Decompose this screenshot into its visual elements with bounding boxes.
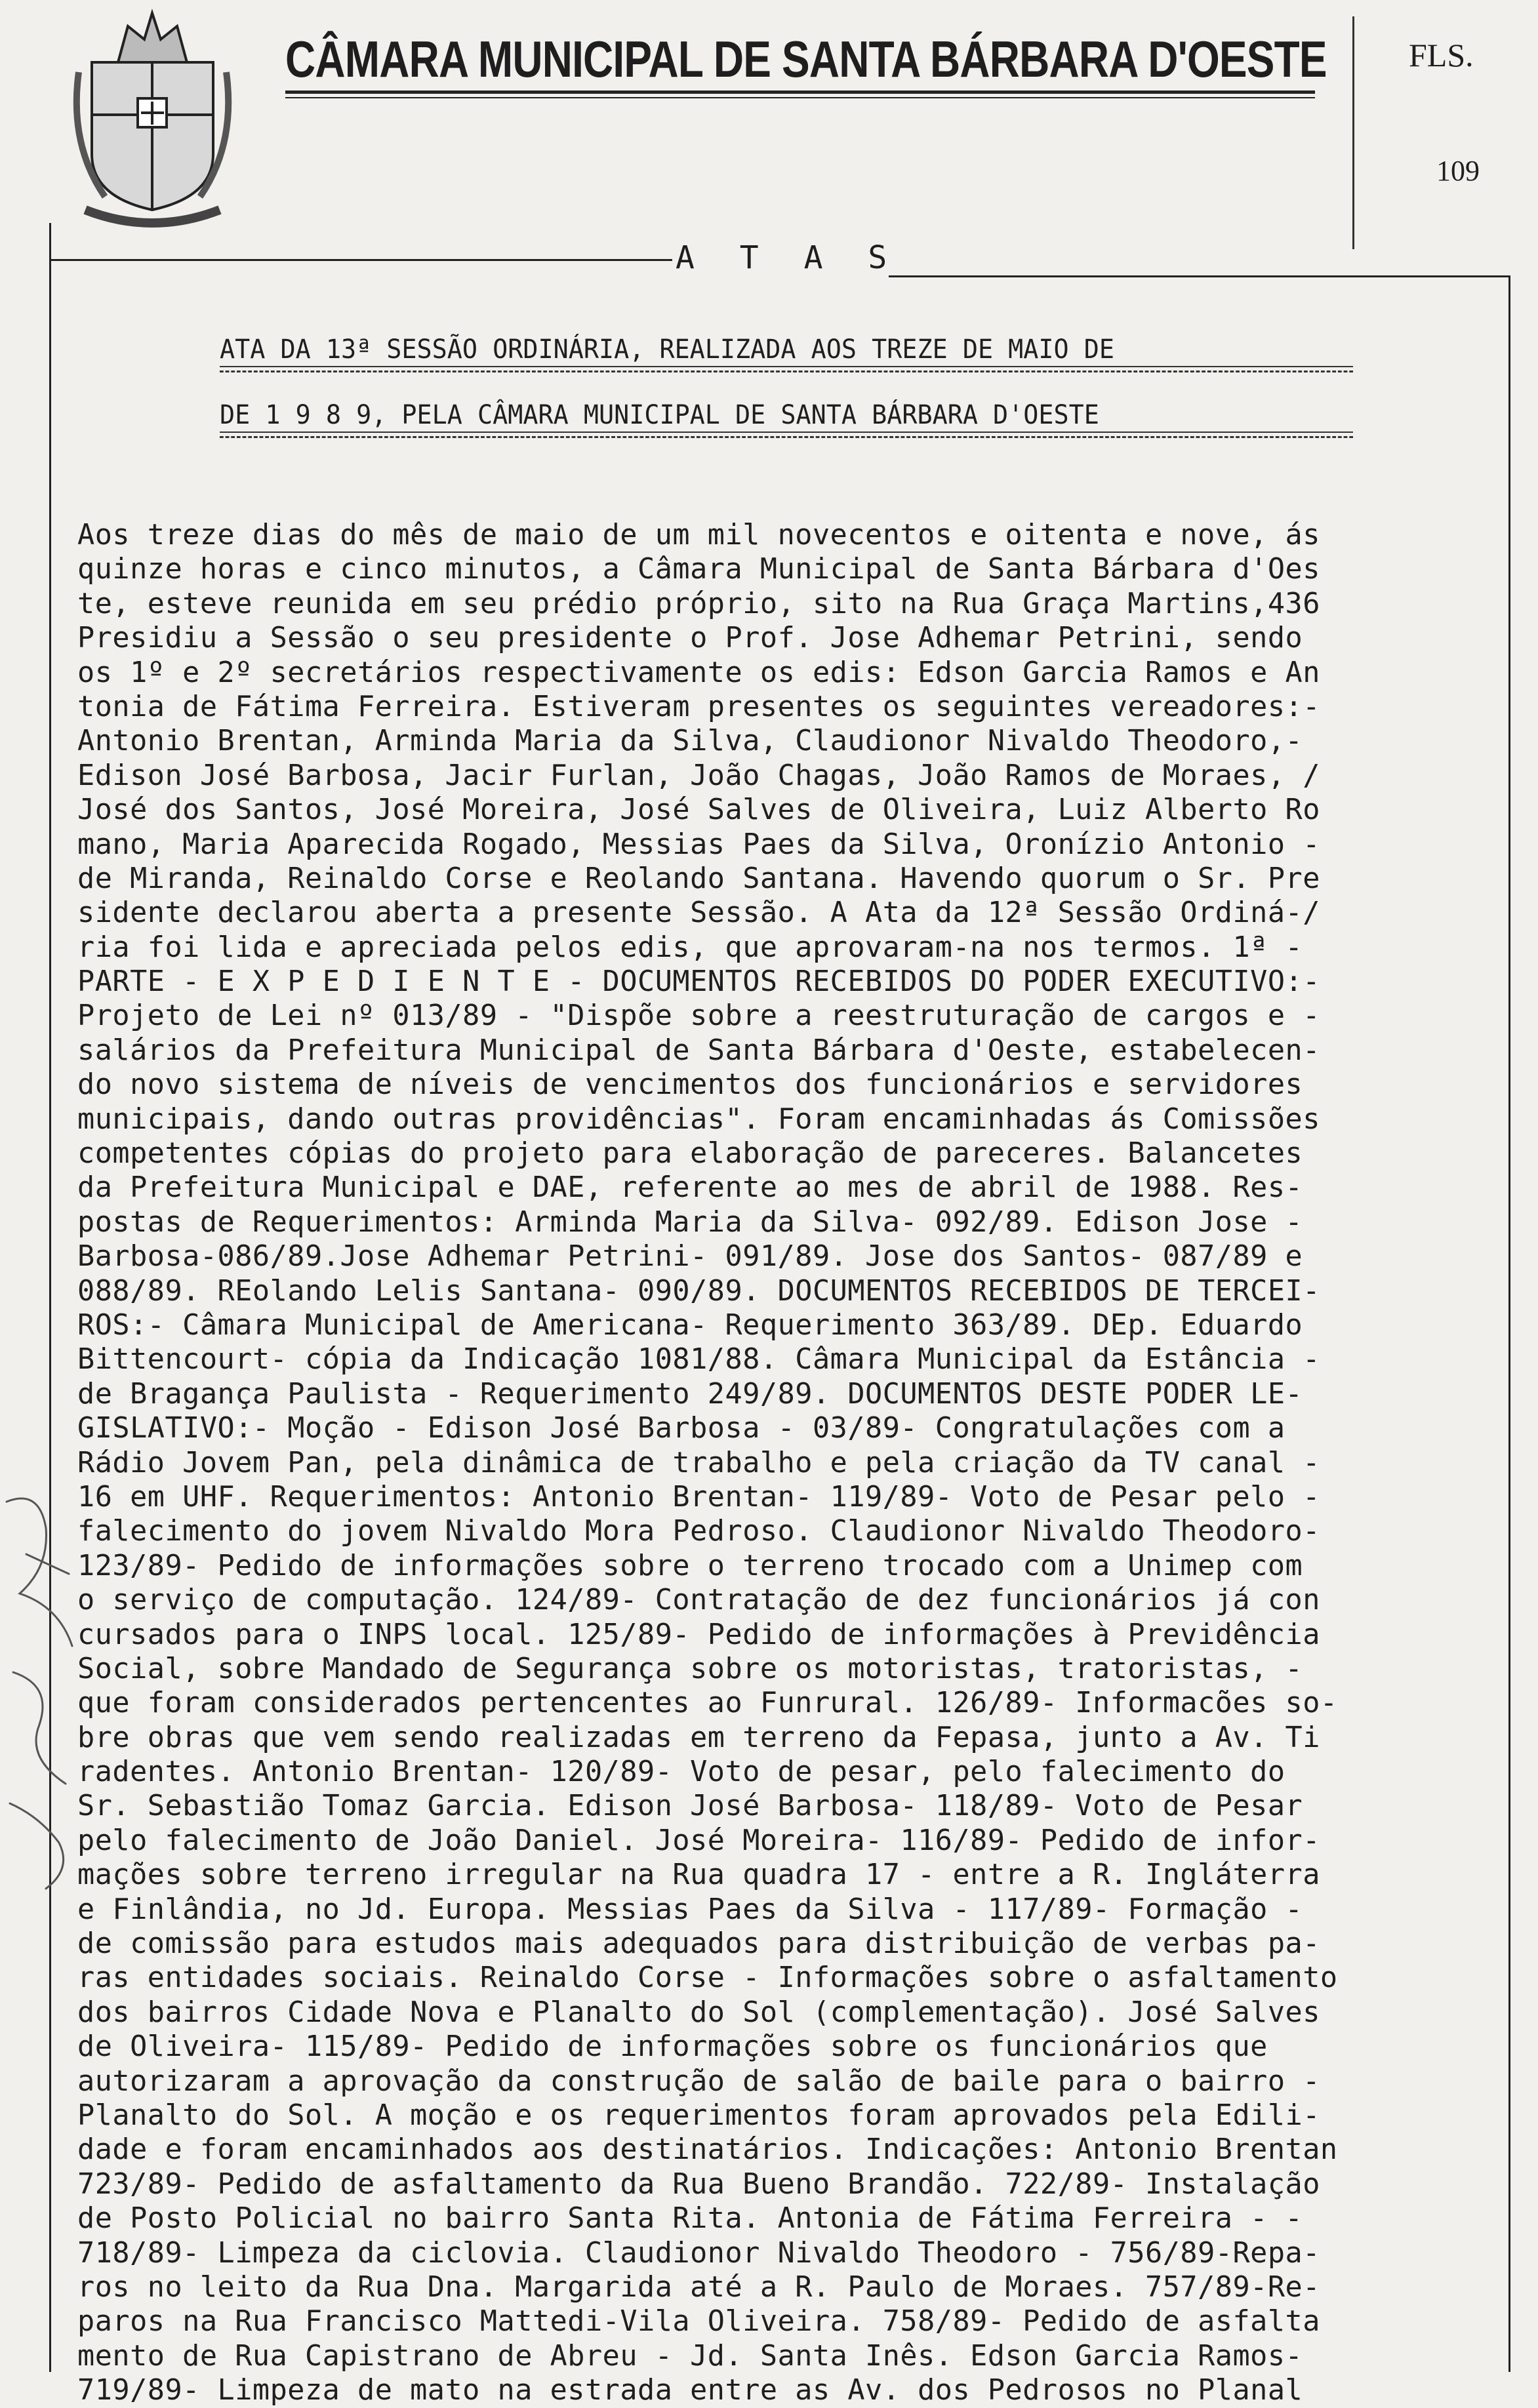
page-number: 109 (1436, 155, 1480, 187)
body-line: PARTE - E X P E D I E N T E - DOCUMENTOS RECEBIDOS DO PODER EXECUTIVO:- (77, 965, 1320, 999)
body-line: Planalto do Sol. A moção e os requerimentos foram aprovados pela Edili- (77, 2098, 1320, 2132)
body-line: ria foi lida e apreciada pelos edis, que aprovaram-na nos termos. 1ª - (77, 931, 1303, 964)
body-line: Presidiu a Sessão o seu presidente o Prof. Jose Adhemar Petrini, sendo (77, 622, 1303, 655)
minutes-title-line-2 (220, 400, 1353, 430)
body-line: cursados para o INPS local. 125/89- Pedido de informações à Previdência (77, 1618, 1320, 1651)
body-line: Projeto de Lei nº 013/89 - "Dispõe sobre a reestruturação de cargos e - (77, 999, 1320, 1033)
body-line: 123/89- Pedido de informações sobre o terreno trocado com a Unimep com (77, 1549, 1303, 1582)
body-line: Social, sobre Mandado de Segurança sobre os motoristas, tratoristas, - (77, 1652, 1303, 1685)
minutes-title-line-1 (220, 334, 1353, 365)
body-line: Rádio Jovem Pan, pela dinâmica de trabalho e pela criação da TV canal - (77, 1446, 1320, 1479)
body-line: sidente declarou aberta a presente Sessão. A Ata da 12ª Sessão Ordiná-/ (77, 896, 1320, 930)
frame-left-line (49, 223, 51, 2372)
title-dashed-underline (220, 371, 1353, 372)
body-line: bre obras que vem sendo realizadas em terreno da Fepasa, junto a Av. Ti (77, 1721, 1320, 1754)
header-divider-thin (285, 97, 1315, 98)
body-line: te, esteve reunida em seu prédio próprio, sito na Rua Graça Martins,436 (77, 587, 1320, 620)
body-line: municipais, dando outras providências". Foram encaminhadas ás Comissões (77, 1102, 1320, 1136)
body-line: Barbosa-086/89.Jose Adhemar Petrini- 091/89. Jose dos Santos- 087/89 e (77, 1240, 1303, 1274)
body-line: dade e foram encaminhados aos destinatários. Indicações: Antonio Brentan (77, 2133, 1338, 2167)
body-line: mano, Maria Aparecida Rogado, Messias Paes da Silva, Oronízio Antonio - (77, 828, 1320, 861)
body-line: ras entidades sociais. Reinaldo Corse - Informações sobre o asfaltamento (77, 1961, 1338, 1995)
body-line: competentes cópias do projeto para elaboração de pareceres. Balancetes (77, 1137, 1303, 1171)
body-line: José dos Santos, José Moreira, José Salves de Oliveira, Luiz Alberto Ro (77, 793, 1320, 827)
frame-top-left-line (49, 259, 672, 261)
body-line: do novo sistema de níveis de vencimentos dos funcionários e servidores (77, 1068, 1303, 1102)
section-heading-atas: A T A S (676, 239, 901, 276)
minutes-title-line-1-text: ATA DA 13ª SESSÃO ORDINÁRIA, REALIZADA AOS TREZE DE MAIO DE (220, 334, 1115, 365)
body-line: dos bairros Cidade Nova e Planalto do Sol (complementação). José Salves (77, 1996, 1320, 2029)
body-line: de Bragança Paulista - Requerimento 249/89. DOCUMENTOS DESTE PODER LE- (77, 1377, 1303, 1411)
body-line: postas de Requerimentos: Arminda Maria da Silva- 092/89. Edison Jose - (77, 1205, 1303, 1239)
title-underline (220, 366, 1353, 367)
body-line: o serviço de computação. 124/89- Contratação de dez funcionários já con (77, 1584, 1320, 1617)
body-line: mento de Rua Capistrano de Abreu - Jd. Santa Inês. Edson Garcia Ramos- (77, 2339, 1303, 2373)
body-line: 718/89- Limpeza da ciclovia. Claudionor Nivaldo Theodoro - 756/89-Repa- (77, 2236, 1320, 2270)
body-line: Aos treze dias do mês de maio de um mil novecentos e oitenta e nove, ás (77, 519, 1320, 552)
body-line: 16 em UHF. Requerimentos: Antonio Brentan- 119/89- Voto de Pesar pelo - (77, 1480, 1320, 1514)
body-line: 723/89- Pedido de asfaltamento da Rua Bueno Brandão. 722/89- Instalação (77, 2167, 1320, 2201)
municipal-coat-of-arms-seal (66, 0, 239, 243)
title-underline (220, 431, 1353, 433)
body-line: os 1º e 2º secretários respectivamente os edis: Edson Garcia Ramos e An (77, 656, 1320, 689)
body-line: quinze horas e cinco minutos, a Câmara Municipal de Santa Bárbara d'Oes (77, 553, 1320, 586)
body-line: falecimento do jovem Nivaldo Mora Pedroso. Claudionor Nivaldo Theodoro- (77, 1515, 1320, 1548)
handwritten-margin-signature (0, 1475, 85, 1902)
frame-top-right-line (889, 275, 1508, 277)
body-line: Antonio Brentan, Arminda Maria da Silva, Claudionor Nivaldo Theodoro,- (77, 725, 1303, 758)
body-line: ROS:- Câmara Municipal de Americana- Requerimento 363/89. DEp. Eduardo (77, 1308, 1303, 1342)
header-divider-thick (285, 90, 1315, 94)
body-line: pelo falecimento de João Daniel. José Moreira- 116/89- Pedido de infor- (77, 1824, 1320, 1857)
body-line: autorizaram a aprovação da construção de salão de baile para o bairro - (77, 2064, 1320, 2098)
minutes-title-line-2-text: DE 1 9 8 9, PELA CÂMARA MUNICIPAL DE SANTA BÁRBARA D'OESTE (220, 400, 1099, 430)
body-line: mações sobre terreno irregular na Rua quadra 17 - entre a R. Ingláterra (77, 1858, 1320, 1892)
body-line: de Oliveira- 115/89- Pedido de informações sobre os funcionários que (77, 2030, 1268, 2064)
minutes-body (77, 518, 1514, 2407)
fls-label: FLS. (1409, 37, 1474, 73)
body-line: e Finlândia, no Jd. Europa. Messias Paes da Silva - 117/89- Formação - (77, 1893, 1303, 1926)
header-vertical-divider (1352, 16, 1354, 249)
body-line: de Posto Policial no bairro Santa Rita. Antonia de Fátima Ferreira - - (77, 2202, 1303, 2236)
body-line: que foram considerados pertencentes ao Funrural. 126/89- Informacões so- (77, 1687, 1338, 1720)
title-dashed-underline (220, 436, 1353, 438)
body-line: 719/89- Limpeza de mato na estrada entre as Av. dos Pedrosos no Planal (77, 2374, 1303, 2407)
body-line: de Miranda, Reinaldo Corse e Reolando Santana. Havendo quorum o Sr. Pre (77, 862, 1320, 895)
body-line: Bittencourt- cópia da Indicação 1081/88. Câmara Municipal da Estância - (77, 1343, 1320, 1376)
body-line: da Prefeitura Municipal e DAE, referente ao mes de abril de 1988. Res- (77, 1171, 1303, 1205)
body-line: paros na Rua Francisco Mattedi-Vila Oliveira. 758/89- Pedido de asfalta (77, 2305, 1320, 2338)
body-line: Sr. Sebastião Tomaz Garcia. Edison José Barbosa- 118/89- Voto de Pesar (77, 1790, 1303, 1823)
body-line: radentes. Antonio Brentan- 120/89- Voto de pesar, pelo falecimento do (77, 1756, 1285, 1789)
body-line: salários da Prefeitura Municipal de Santa Bárbara d'Oeste, estabelecen- (77, 1033, 1320, 1067)
body-line: de comissão para estudos mais adequados para distribuição de verbas pa- (77, 1927, 1320, 1961)
body-line: tonia de Fátima Ferreira. Estiveram presentes os seguintes vereadores:- (77, 690, 1320, 723)
body-line: ros no leito da Rua Dna. Margarida até a R. Paulo de Moraes. 757/89-Re- (77, 2270, 1320, 2304)
body-line: Edison José Barbosa, Jacir Furlan, João Chagas, João Ramos de Moraes, / (77, 759, 1320, 792)
body-line: GISLATIVO:- Moção - Edison José Barbosa - 03/89- Congratulações com a (77, 1412, 1285, 1445)
body-line: 088/89. REolando Lelis Santana- 090/89. DOCUMENTOS RECEBIDOS DE TERCEI- (77, 1274, 1320, 1308)
institution-name-heading: CÂMARA MUNICIPAL DE SANTA BÁRBARA D'OESTE (285, 30, 1327, 88)
